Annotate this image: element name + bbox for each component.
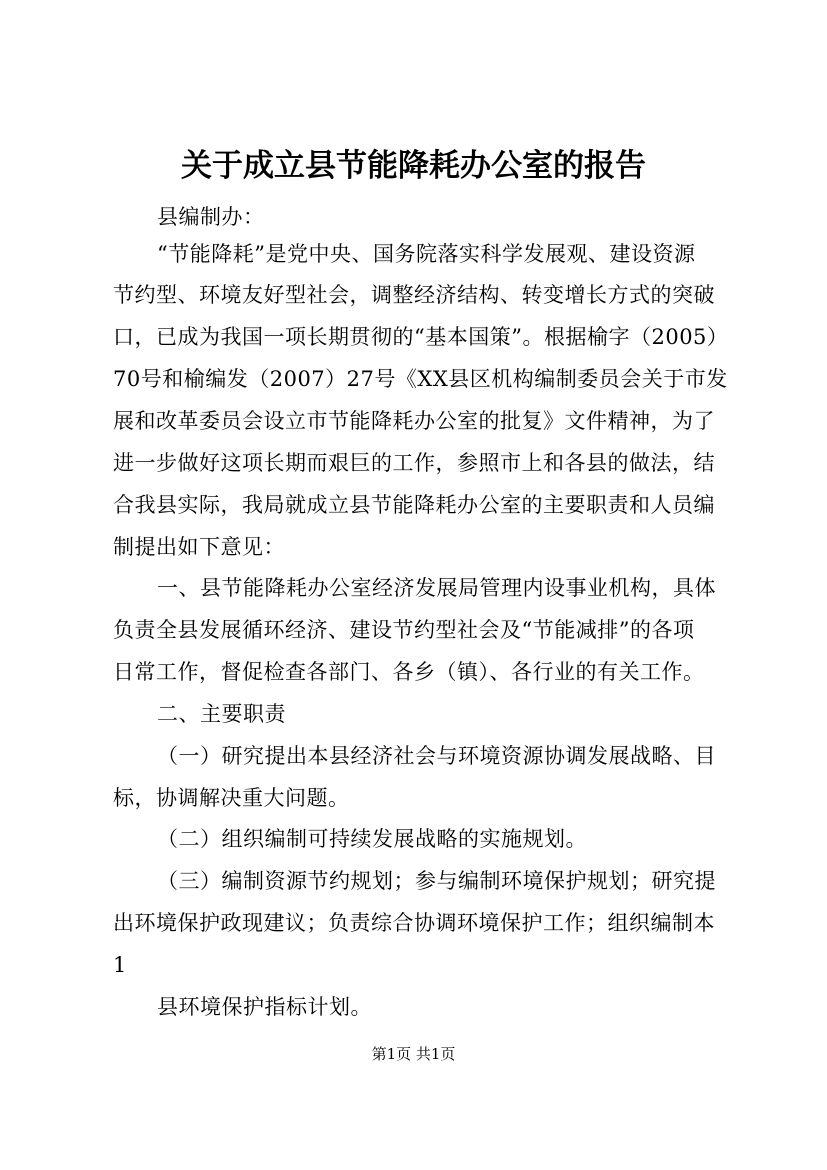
paragraph-line: 日常工作，督促检查各部门、各乡（镇）、各行业的有关工作。 (113, 660, 705, 684)
salutation: 县编制办： (157, 205, 265, 229)
paragraph-line: 出环境保护政现建议；负责综合协调环境保护工作；组织编制本 (113, 911, 715, 935)
paragraph-line: 节约型、环境友好型社会，调整经济结构、转变增长方式的突破 (113, 283, 715, 307)
paragraph-line: （一）研究提出本县经济社会与环境资源协调发展战略、目 (157, 744, 716, 768)
page-number-mark: 1 (113, 953, 127, 977)
paragraph-line: 县环境保护指标计划。 (157, 995, 372, 1019)
section-heading: 二、主要职责 (157, 702, 286, 726)
paragraph-line: （二）组织编制可持续发展战略的实施规划。 (157, 827, 587, 851)
paragraph-line: 口，已成为我国一项长期贯彻的“基本国策”。根据榆字（2005） (113, 325, 729, 349)
paragraph-line: 70号和榆编发（2007）27号《XX县区机构编制委员会关于市发 (113, 367, 728, 391)
paragraph-line: （三）编制资源节约规划；参与编制环境保护规划；研究提 (157, 869, 716, 893)
paragraph-line: 一、县节能降耗办公室经济发展局管理内设事业机构，具体 (157, 576, 716, 600)
paragraph-line: 制提出如下意见： (113, 535, 285, 559)
paragraph-line: “节能降耗”是党中央、国务院落实科学发展观、建设资源 (157, 242, 696, 266)
document-title: 关于成立县节能降耗办公室的报告 (181, 148, 646, 184)
paragraph-line: 负责全县发展循环经济、建设节约型社会及“节能减排”的各项 (113, 618, 695, 642)
page-footer: 第1页 共1页 (371, 1045, 456, 1063)
paragraph-line: 合我县实际，我局就成立县节能降耗办公室的主要职责和人员编 (113, 493, 715, 517)
paragraph-line: 标，协调解决重大问题。 (113, 786, 350, 810)
paragraph-line: 展和改革委员会设立市节能降耗办公室的批复》文件精神，为了 (113, 409, 715, 433)
paragraph-line: 进一步做好这项长期而艰巨的工作，参照市上和各县的做法，结 (113, 451, 715, 475)
